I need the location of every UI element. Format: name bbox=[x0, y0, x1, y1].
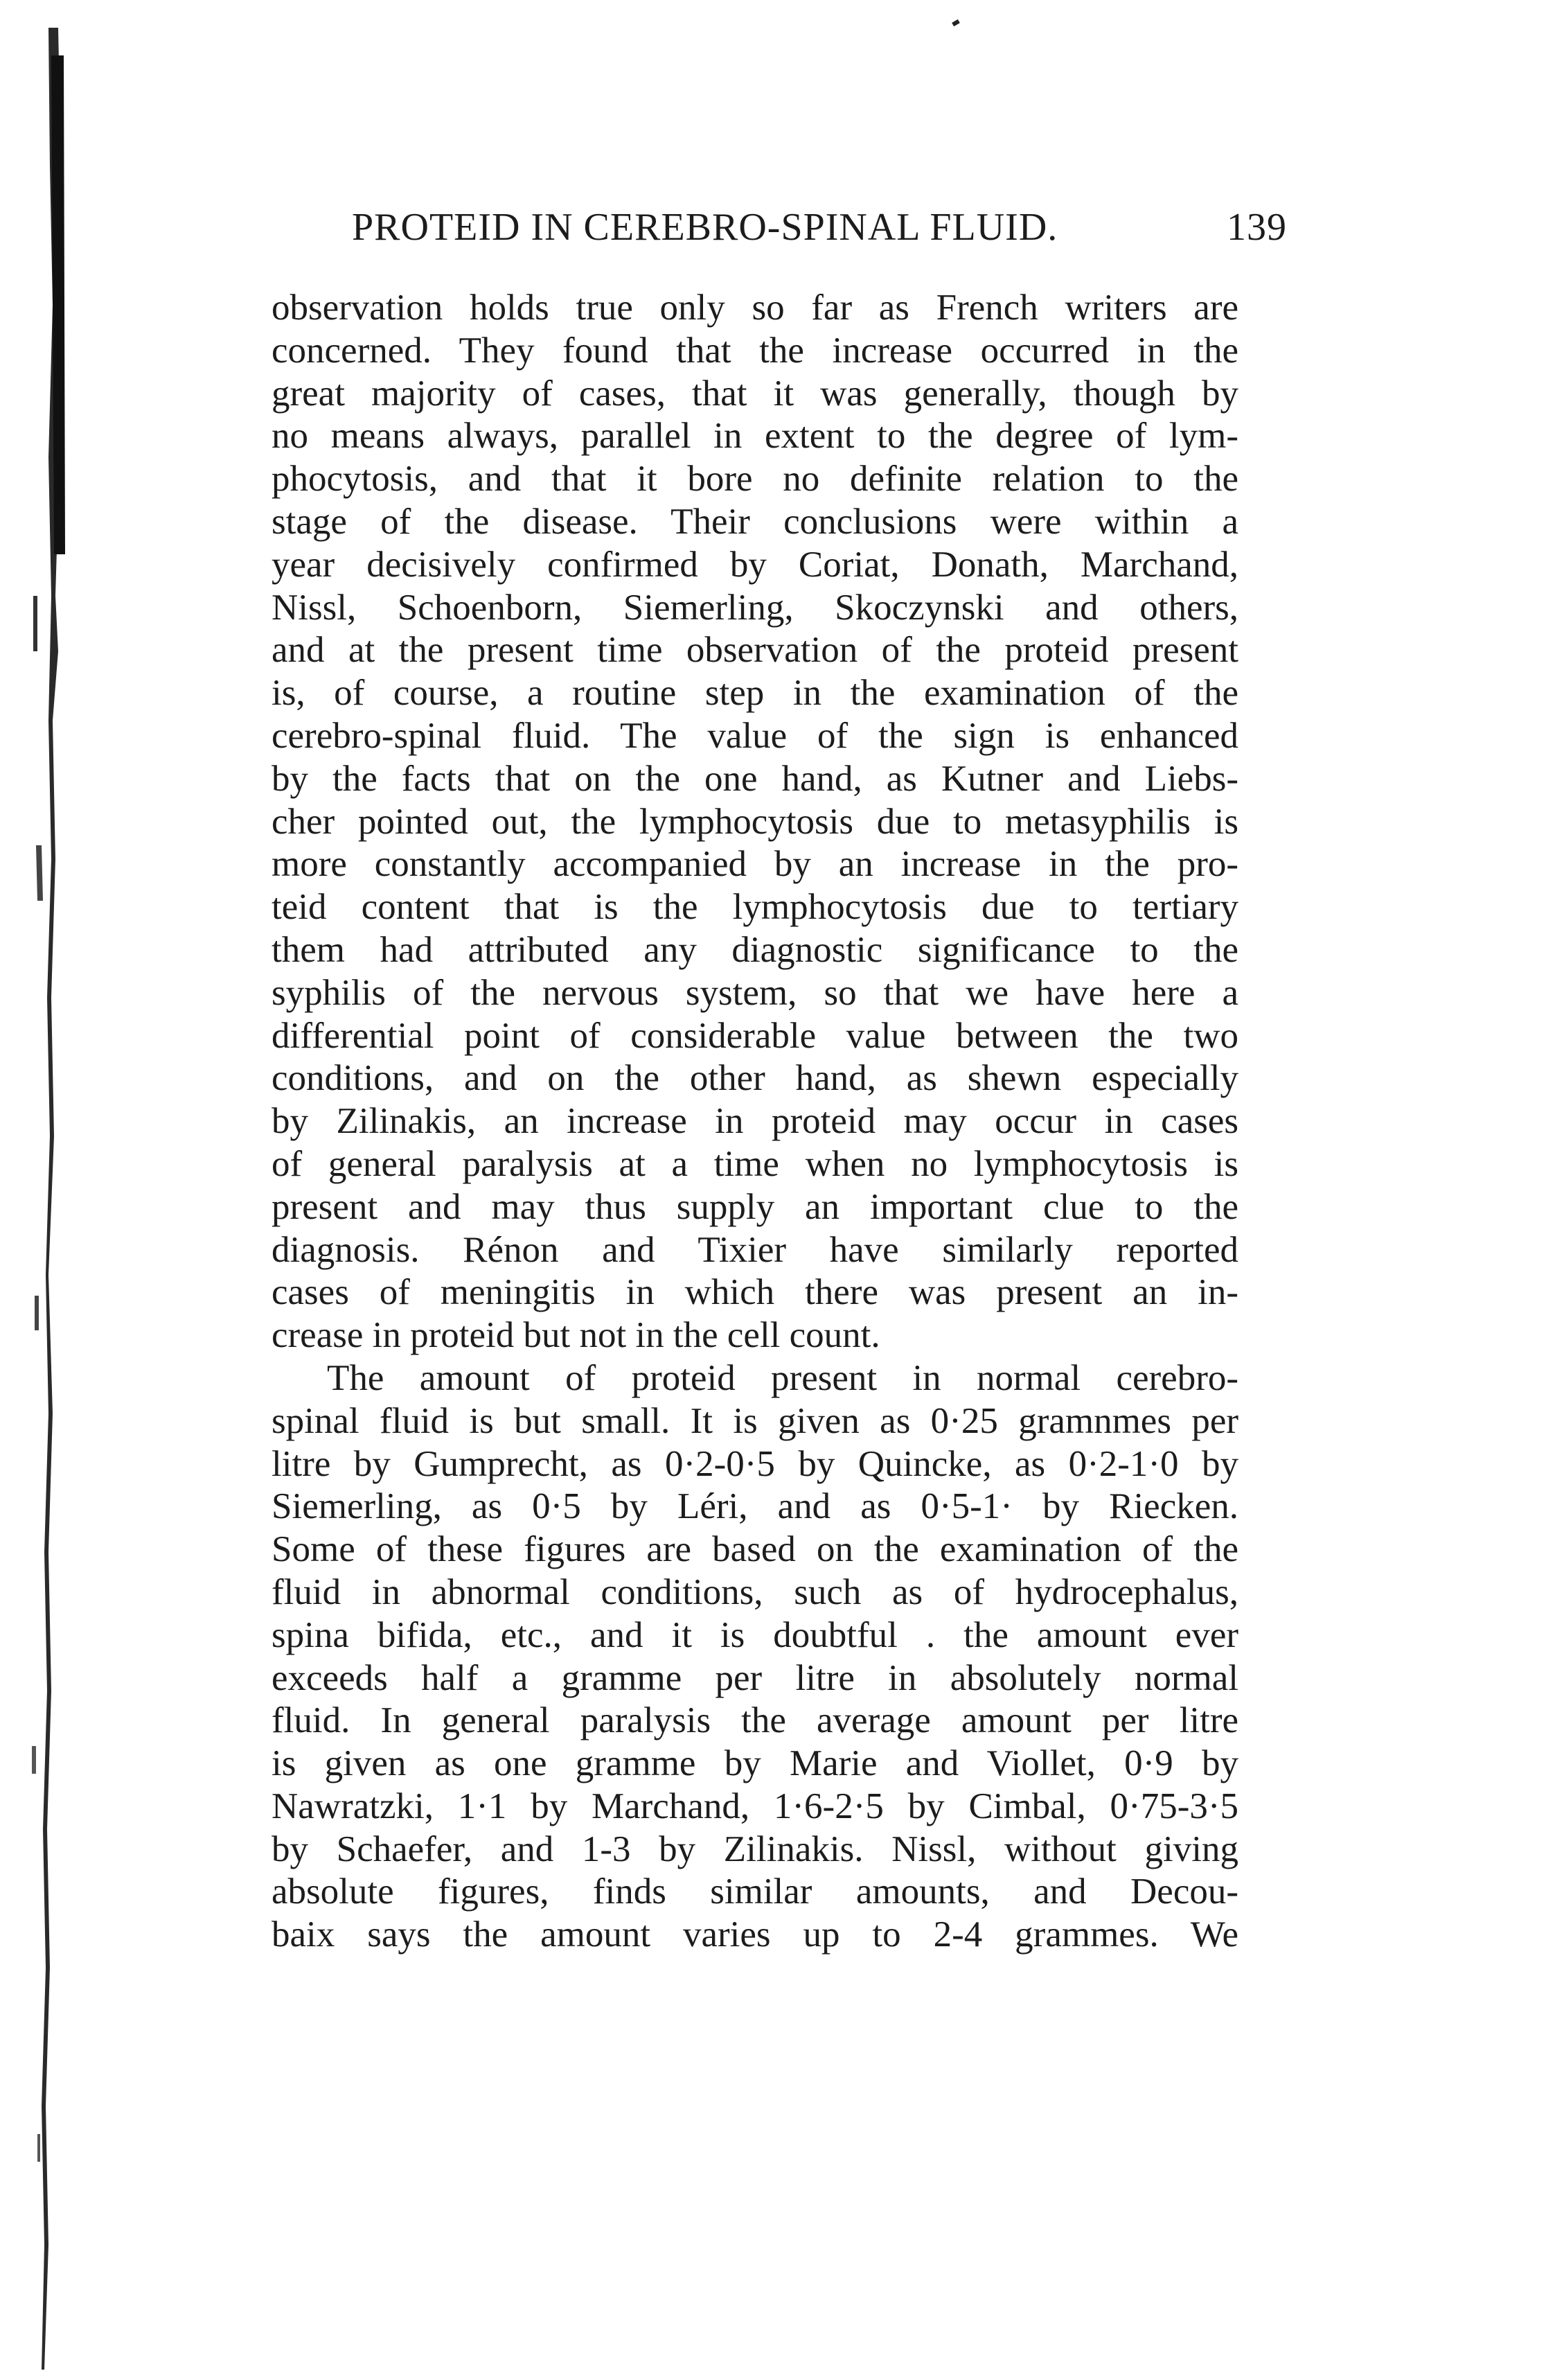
text-line: Nissl, Schoenborn, Siemerling, Skoczynski and others, bbox=[272, 587, 1238, 628]
text-line: differential point of considerable value between the two bbox=[272, 1015, 1238, 1056]
text-line: diagnosis. Rénon and Tixier have similarly reported bbox=[272, 1229, 1238, 1270]
text-line: syphilis of the nervous system, so that we have here a bbox=[272, 972, 1238, 1013]
ink-speck bbox=[952, 19, 960, 26]
body-text bbox=[272, 287, 1238, 1957]
text-line: is, of course, a routine step in the examination of the bbox=[272, 673, 1238, 714]
text-line: is given as one gramme by Marie and Viollet, 0·9 by bbox=[272, 1743, 1238, 1784]
running-head-title: PROTEID IN CEREBRO-SPINAL FLUID. bbox=[352, 206, 1058, 249]
text-line: exceeds half a gramme per litre in absolutely normal bbox=[272, 1657, 1238, 1698]
text-line: them had attributed any diagnostic significance to the bbox=[272, 929, 1238, 970]
text-line: by Zilinakis, an increase in proteid may occur in cases bbox=[272, 1101, 1238, 1142]
text-line: no means always, parallel in extent to the degree of lym- bbox=[272, 416, 1238, 457]
text-line: more constantly accompanied by an increase in the pro- bbox=[272, 844, 1238, 885]
text-line: conditions, and on the other hand, as shewn especially bbox=[272, 1058, 1238, 1099]
text-line: of general paralysis at a time when no lymphocytosis is bbox=[272, 1143, 1238, 1184]
text-line: phocytosis, and that it bore no definite relation to the bbox=[272, 459, 1238, 500]
text-line: by the facts that on the one hand, as Kutner and Liebs- bbox=[272, 758, 1238, 799]
text-line: spina bifida, etc., and it is doubtful . the amount ever bbox=[272, 1614, 1238, 1655]
text-line: litre by Gumprecht, as 0·2-0·5 by Quincke, as 0·2-1·0 by bbox=[272, 1443, 1238, 1484]
text-line: cerebro-spinal fluid. The value of the sign is enhanced bbox=[272, 715, 1238, 756]
text-line: spinal fluid is but small. It is given as 0·25 gramnmes per bbox=[272, 1400, 1238, 1441]
text-line: fluid in abnormal conditions, such as of hydrocephalus, bbox=[272, 1571, 1238, 1612]
text-line: Siemerling, as 0·5 by Léri, and as 0·5-1· by Riecken. bbox=[272, 1486, 1238, 1527]
text-line: stage of the disease. Their conclusions were within a bbox=[272, 501, 1238, 542]
text-line: Some of these figures are based on the examination of the bbox=[272, 1529, 1238, 1570]
text-line: present and may thus supply an important clue to the bbox=[272, 1186, 1238, 1227]
text-line: crease in proteid but not in the cell count. bbox=[272, 1315, 880, 1356]
text-line: year decisively confirmed by Coriat, Donath, Marchand, bbox=[272, 544, 1238, 585]
text-line: Nawratzki, 1·1 by Marchand, 1·6-2·5 by Cimbal, 0·75-3·5 bbox=[272, 1786, 1238, 1826]
text-line: cher pointed out, the lymphocytosis due to metasyphilis is bbox=[272, 801, 1238, 842]
running-head bbox=[352, 205, 1287, 261]
text-line: and at the present time observation of the proteid present bbox=[272, 630, 1238, 671]
text-line: The amount of proteid present in normal cerebro- bbox=[327, 1357, 1238, 1398]
text-line: concerned. They found that the increase occurred in the bbox=[272, 330, 1238, 371]
text-line: great majority of cases, that it was generally, though by bbox=[272, 373, 1238, 414]
binding-shadow bbox=[28, 28, 69, 2370]
text-line: cases of meningitis in which there was present an in- bbox=[272, 1272, 1238, 1313]
text-line: baix says the amount varies up to 2-4 grammes. We bbox=[272, 1914, 1238, 1955]
text-line: teid content that is the lymphocytosis due to tertiary bbox=[272, 887, 1238, 928]
text-line: absolute figures, finds similar amounts, and Decou- bbox=[272, 1871, 1238, 1912]
page-number: 139 bbox=[1227, 206, 1287, 249]
text-line: fluid. In general paralysis the average amount per litre bbox=[272, 1700, 1238, 1741]
text-line: observation holds true only so far as French writers are bbox=[272, 288, 1238, 328]
text-line: by Schaefer, and 1-3 by Zilinakis. Nissl, without giving bbox=[272, 1828, 1238, 1869]
